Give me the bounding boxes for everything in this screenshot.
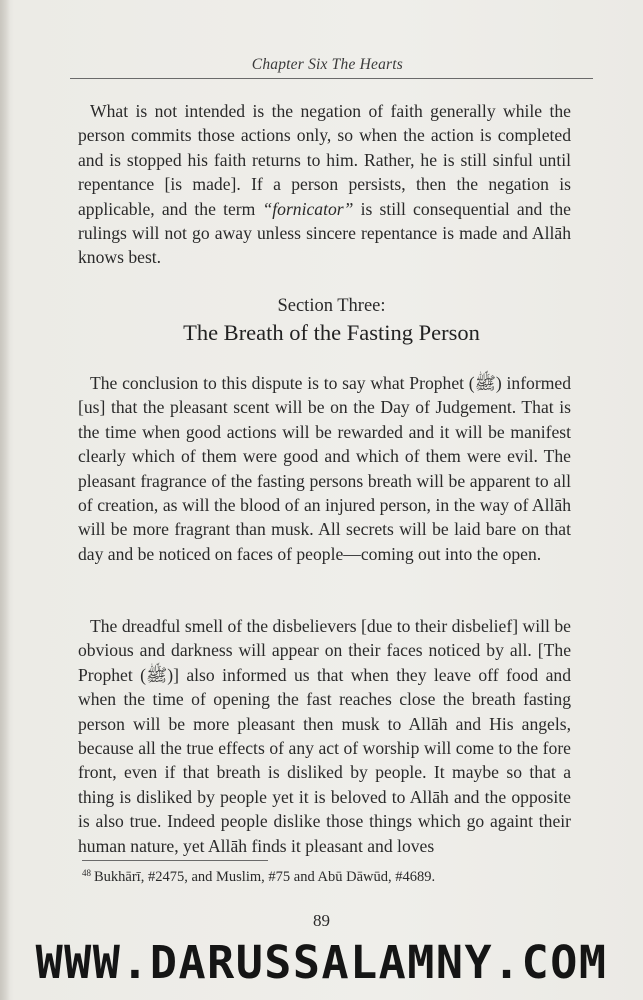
page-number: 89 xyxy=(313,911,330,930)
section-label: Section Three: xyxy=(277,296,386,316)
footnote-number: 48 xyxy=(82,868,91,878)
paragraph-2: The conclusion to this dispute is to say what Prophet (ﷺ) informed [us] that the pleasant scent will be on the Day of Judgement. That is the time when good actions will be rewarded and it will be manifest clearly which of them were good and which of them were evil. The pleasant fragrance of the fasting persons breath will be apparent to all of creation, as will the blood of an injured person, in the way of Allāh will be more fragrant than musk. All secrets will be laid bare on that day and be noticed on faces of people—coming out into the open. xyxy=(78,373,572,564)
footnote xyxy=(82,868,562,886)
paragraph-3: The dreadful smell of the disbelievers [due to their disbelief] will be obvious and darkness will appear on their faces noticed by all. [The Prophet (ﷺ)] also informed us that when they leave off food and when the time of opening the fast reaches close the breath fasting person will be more pleasant then musk to Allāh and His angels, because all the true effects of any act of worship will come to the fore front, even if that breath is disliked by people. It maybe so that a thing is disliked by people yet it is beloved to Allāh and the opposite is also true. Indeed people dislike those things which go againt their human nature, yet Allāh finds it pleasant and loves xyxy=(78,616,571,856)
paragraph-1-text-b: is still consequential and the rulings will not go away unless sincere repentance is made and Allāh knows best. xyxy=(78,198,571,268)
page-gutter-shadow xyxy=(0,0,10,1000)
running-head-title: Chapter Six The Hearts xyxy=(251,56,403,73)
paragraph-1-text-a: What is not intended is the negation of faith generally while the person commits those actions only, so when the action is completed and is stopped his faith returns to him. Rather, he is still sinful until repentance [is made]. If a person persists, then the negation is applicable, and the term xyxy=(78,101,571,219)
running-head xyxy=(70,48,593,79)
section-title: The Breath of the Fasting Person xyxy=(183,320,480,345)
footnote-text: Bukhārī, #2475, and Muslim, #75 and Abū Dāwūd, #4689. xyxy=(94,869,436,885)
footnote-rule xyxy=(82,860,268,861)
watermark-url: WWW.DARUSSALAMNY.COM xyxy=(35,936,608,989)
paragraph-1-term: “fornicator” xyxy=(262,198,354,219)
paragraph-1 xyxy=(78,99,571,270)
